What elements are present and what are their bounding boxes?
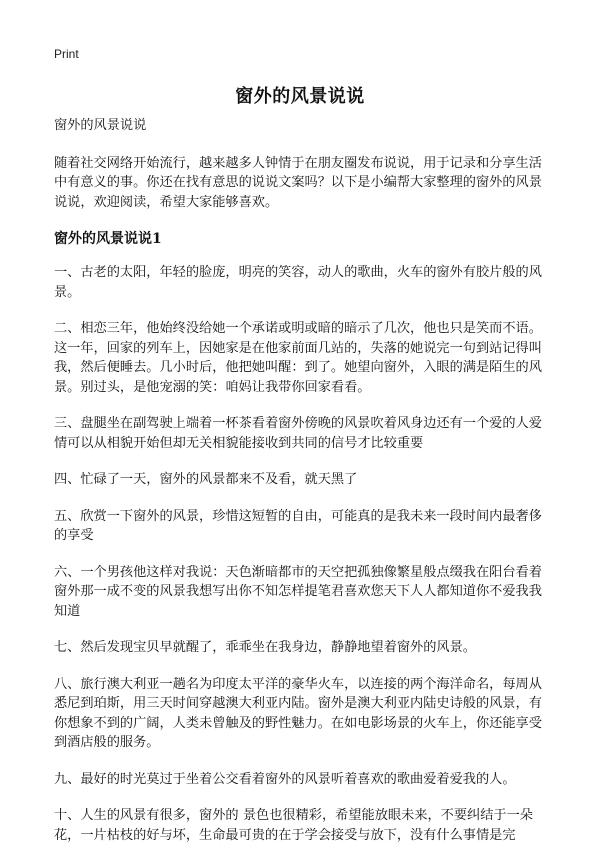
list-item-10: 十、人生的风景有很多，窗外的 景色也很精彩，希望能放眼未来，不要纠结于一朵花，一片枯枝的好与坏，生命最可贵的在于学会接受与放下，没有什么事情是完 [54,808,533,843]
list-item-5: 五、欣赏一下窗外的风景，珍惜这短暂的自由，可能真的是我未来一段时间内最奢侈的享受 [54,508,542,543]
list-item-3: 三、盘腿坐在副驾驶上端着一杯茶看着窗外傍晚的风景吹着风身边还有一个爱的人爱情可以从相貌开始但却无关相貌能接收到共同的信号才比较重要 [54,416,542,451]
list-item-4: 四、忙碌了一天，窗外的风景都来不及看，就天黑了 [54,472,358,487]
section-heading: 窗外的风景说说1 [54,231,162,247]
page-title: 窗外的风景说说 [235,86,365,107]
intro-paragraph: 随着社交网络开始流行，越来越多人钟情于在朋友圈发布说说，用于记录和分享生活中有意义的事。你还在找有意思的说说文案吗？以下是小编帮大家整理的窗外的风景说说，欢迎阅读，希望大家能够喜欢。 [54,155,542,210]
article-subtitle: 窗外的风景说说 [54,118,147,133]
list-item-8: 八、旅行澳大利亚一趟名为印度太平洋的豪华火车，以连接的两个海洋命名，每周从悉尼到珀斯，用三天时间穿越澳大利亚内陆。窗外是澳大利亚内陆史诗般的风景，有你想象不到的广阔，人类未曾触及的野性魅力。在如电影场景的火车上，你还能享受到酒店般的服务。 [54,676,542,750]
list-item-7: 七、然后发现宝贝早就醒了，乖乖坐在我身边，静静地望着窗外的风景。 [54,640,476,655]
list-item-9: 九、最好的时光莫过于坐着公交看着窗外的风景听着喜欢的歌曲爱着爱我的人。 [54,771,516,787]
list-item-6: 六、一个男孩他这样对我说：天色渐暗都市的天空把孤独像繁星般点缀我在阳台看着窗外那一成不变的风景我想写出你不知怎样提笔君喜欢您天下人人都知道你不爱我我知道 [54,564,542,619]
article-body [54,116,554,862]
print-link[interactable]: Print [54,47,79,61]
list-item-2: 二、相恋三年，他始终没给她一个承诺或明或暗的暗示了几次，他也只是笑而不语。这一年，回家的列车上，因她家是在他家前面几站的，失落的她说完一句到站记得叫我，然后便睡去。几小时后，他把她叫醒：到了。她望向窗外，入眼的满是陌生的风景。别过头，是他宠溺的笑：咱妈让我带你回家看看。 [54,321,542,395]
list-item-1: 一、古老的太阳，年轻的脸庞，明亮的笑容，动人的歌曲，火车的窗外有胶片般的风景。 [54,265,542,300]
